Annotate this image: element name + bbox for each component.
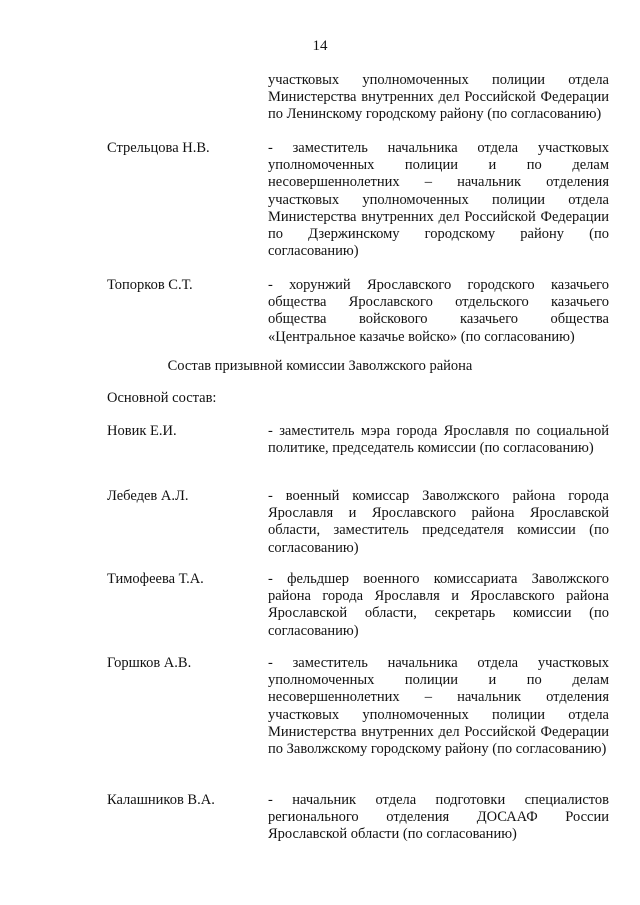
member-name: Стрельцова Н.В. — [107, 140, 210, 156]
member-name: Калашников В.А. — [107, 792, 215, 808]
member-name: Горшков А.В. — [107, 655, 192, 671]
subsection-label: Основной состав: — [107, 390, 217, 406]
member-role: - военный комиссар Заволжского района города Ярославля и Ярославского района Ярославской области, заместитель председателя комиссии (по согласованию) — [268, 488, 609, 556]
member-role: - заместитель начальника отдела участковых уполномоченных полиции и по делам несовершеннолетних – начальник отделения участковых уполномоченных полиции отдела Министерства внутренних дел Российской Федерации по Заволжскому городскому району (по согласованию) — [268, 655, 609, 758]
member-role: - заместитель начальника отдела участковых уполномоченных полиции и по делам несовершеннолетних – начальник отделения участковых уполномоченных полиции отдела Министерства внутренних дел Российской Федерации по Дзержинскому городскому району (по согласованию) — [268, 140, 609, 260]
member-name: Новик Е.И. — [107, 423, 177, 439]
member-name: Лебедев А.Л. — [107, 488, 189, 504]
member-role: - начальник отдела подготовки специалистов регионального отделения ДОСААФ России Ярославской области (по согласованию) — [268, 792, 609, 843]
member-role: - хорунжий Ярославского городского казачьего общества Ярославского отдельского казачьего общества войскового казачьего общества «Центральное казачье войско» (по согласованию) — [268, 277, 609, 345]
member-role: - фельдшер военного комиссариата Заволжского района города Ярославля и Ярославского района Ярославской области, секретарь комиссии (по согласованию) — [268, 571, 609, 639]
continuation-role: участковых уполномоченных полиции отдела Министерства внутренних дел Российской Федерации по Ленинскому городскому району (по согласованию) — [268, 72, 609, 123]
member-name: Топорков С.Т. — [107, 277, 193, 293]
page-number: 14 — [312, 38, 328, 54]
section-title: Состав призывной комиссии Заволжского района — [167, 358, 473, 374]
member-name: Тимофеева Т.А. — [107, 571, 204, 587]
member-role: - заместитель мэра города Ярославля по социальной политике, председатель комиссии (по согласованию) — [268, 423, 609, 457]
